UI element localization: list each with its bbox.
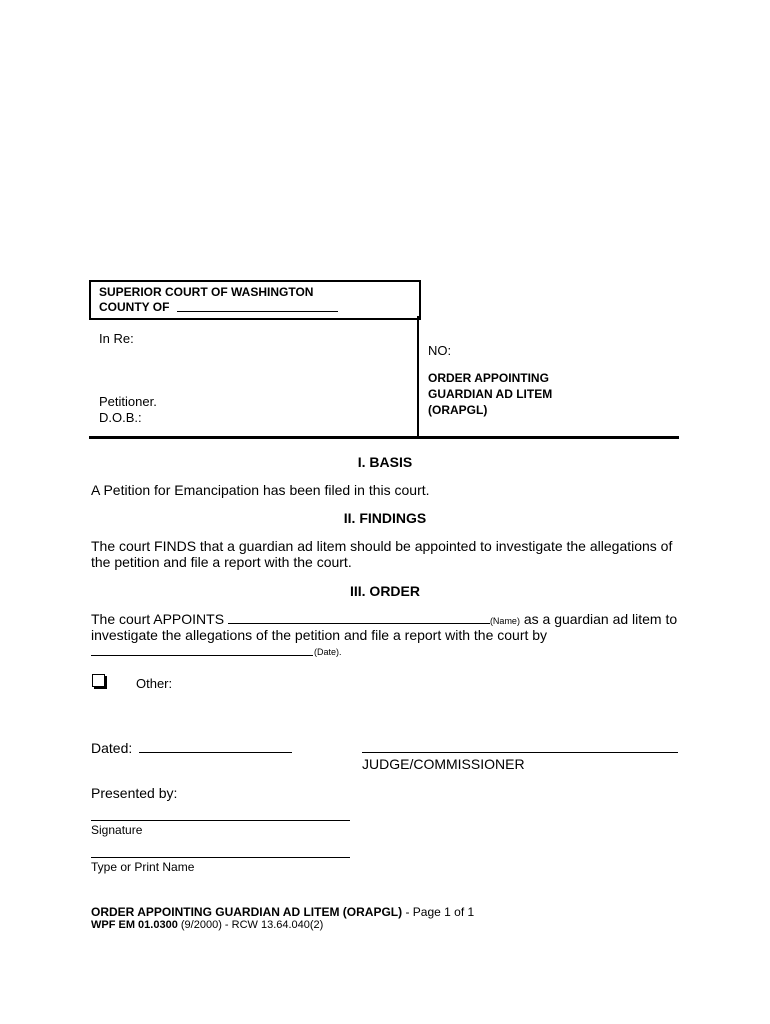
basis-heading: I. BASIS	[357, 454, 413, 470]
findings-heading: II. FINDINGS	[343, 510, 427, 526]
signature-field[interactable]	[91, 820, 350, 821]
footer-form-code: WPF EM 01.0300	[91, 919, 178, 931]
date-note: (Date).	[314, 647, 342, 657]
in-re-label: In Re:	[99, 331, 134, 346]
footer-page-info: - Page 1 of 1	[402, 905, 475, 919]
presented-by-label: Presented by:	[91, 785, 178, 801]
report-date-field[interactable]	[91, 655, 313, 656]
order-heading: III. ORDER	[349, 583, 420, 599]
caption-vertical-divider	[417, 316, 419, 438]
petitioner-label: Petitioner.	[99, 394, 157, 409]
county-label: COUNTY OF	[99, 300, 170, 314]
basis-text: A Petition for Emancipation has been filed in this court.	[91, 482, 430, 498]
court-name: SUPERIOR COURT OF WASHINGTON	[99, 285, 314, 299]
other-checkbox[interactable]	[92, 674, 105, 687]
order-prefix: The court APPOINTS	[91, 611, 228, 627]
order-appoints-line	[91, 611, 681, 627]
print-name-label: Type or Print Name	[91, 860, 195, 874]
document-title-line3: (ORAPGL)	[428, 403, 488, 417]
document-title	[428, 370, 552, 418]
footer-form-ref: (9/2000) - RCW 13.64.040(2)	[177, 919, 324, 931]
case-number-label: NO:	[428, 343, 452, 358]
dated-label: Dated:	[91, 740, 133, 756]
dated-field[interactable]	[139, 752, 292, 753]
document-title-line1: ORDER APPOINTING	[428, 371, 549, 385]
appointee-name-field[interactable]	[228, 611, 490, 624]
judge-signature-line[interactable]	[362, 752, 678, 753]
name-note: (Name)	[489, 616, 520, 626]
judge-label: JUDGE/COMMISSIONER	[362, 756, 525, 772]
footer-form-title: ORDER APPOINTING GUARDIAN AD LITEM (ORAPGL)	[91, 905, 403, 919]
document-title-line2: GUARDIAN AD LITEM	[428, 387, 553, 401]
caption-horizontal-divider	[89, 436, 679, 439]
print-name-field[interactable]	[91, 857, 350, 858]
county-field[interactable]	[177, 311, 338, 312]
findings-text: The court FINDS that a guardian ad litem should be appointed to investigate the allegations of the petition and file a report with the court.	[91, 538, 673, 570]
order-suffix: as a guardian ad litem to	[519, 611, 678, 627]
footer-title-line	[91, 905, 474, 919]
other-label: Other:	[136, 676, 173, 691]
signature-label: Signature	[91, 823, 143, 837]
order-line2: investigate the allegations of the petition and file a report with the court by	[91, 627, 548, 643]
footer-form-line	[91, 919, 323, 931]
dob-label: D.O.B.:	[99, 410, 142, 425]
